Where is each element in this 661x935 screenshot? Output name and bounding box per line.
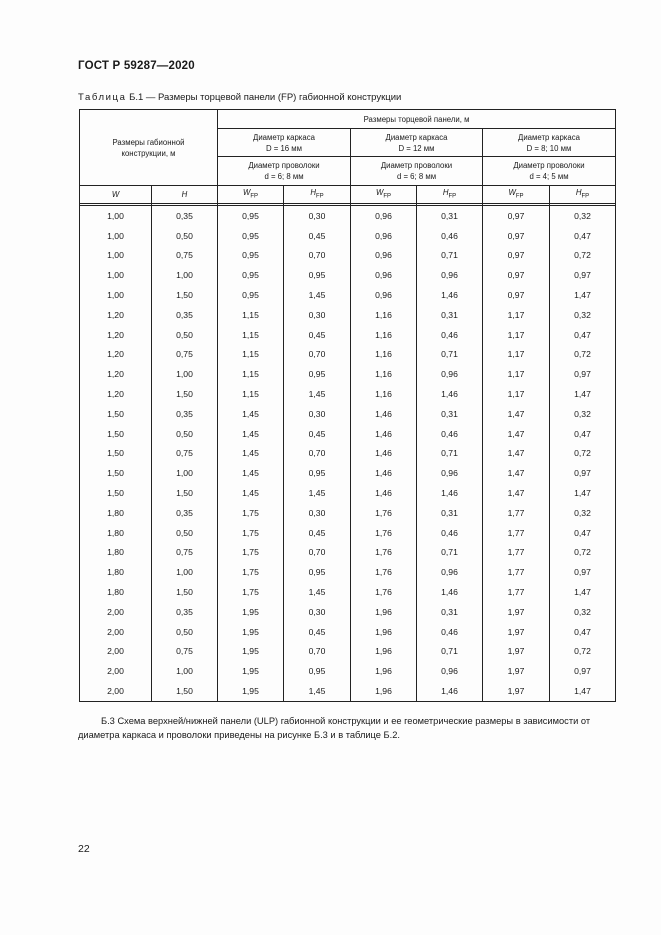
wire-diameter-header-3 xyxy=(483,157,616,186)
col-hfp-2: $H_{FP}$ xyxy=(417,186,483,204)
frame-value: D = 16 мм xyxy=(265,143,303,153)
table-row xyxy=(80,642,616,662)
table-cell: 0,46 xyxy=(417,523,483,543)
table-cell: 0,97 xyxy=(550,463,616,483)
table-cell: 1,76 xyxy=(351,582,417,602)
table-cell: 1,76 xyxy=(351,562,417,582)
wire-value: d = 4; 5 мм xyxy=(529,172,569,181)
panel-dimensions-table xyxy=(79,109,616,702)
table-cell: 0,31 xyxy=(417,404,483,424)
table-cell: 1,77 xyxy=(483,582,550,602)
col-wfp-1: $W_{FP}$ xyxy=(218,186,284,204)
table-cell: 0,75 xyxy=(152,345,218,365)
table-cell: 1,00 xyxy=(80,226,152,246)
col-hfp-1: $H_{FP}$ xyxy=(284,186,351,204)
table-row xyxy=(80,503,616,523)
table-cell: 1,97 xyxy=(483,622,550,642)
wire-value: d = 6; 8 мм xyxy=(264,172,304,181)
table-cell: 1,45 xyxy=(218,483,284,503)
table-cell: 1,50 xyxy=(80,483,152,503)
table-cell: 0,95 xyxy=(218,206,284,226)
structure-size-header: Размеры габионной конструкции, м xyxy=(80,110,218,186)
table-cell: 1,17 xyxy=(483,384,550,404)
table-row xyxy=(80,206,616,226)
frame-label: Диаметр каркаса xyxy=(253,132,315,142)
table-cell: 1,95 xyxy=(218,642,284,662)
table-cell: 0,45 xyxy=(284,226,351,246)
table-cell: 1,45 xyxy=(218,424,284,444)
table-row xyxy=(80,246,616,266)
table-cell: 1,47 xyxy=(483,424,550,444)
document-header: ГОСТ Р 59287—2020 xyxy=(78,60,195,72)
table-cell: 0,96 xyxy=(351,226,417,246)
table-cell: 0,97 xyxy=(550,265,616,285)
table-row xyxy=(80,602,616,622)
table-cell: 0,71 xyxy=(417,246,483,266)
table-row xyxy=(80,404,616,424)
table-cell: 1,47 xyxy=(550,285,616,305)
table-cell: 1,17 xyxy=(483,325,550,345)
table-cell: 1,96 xyxy=(351,602,417,622)
table-cell: 0,70 xyxy=(284,345,351,365)
table-cell: 0,71 xyxy=(417,543,483,563)
caption-prefix: Таблица xyxy=(78,92,127,103)
table-cell: 1,76 xyxy=(351,543,417,563)
table-cell: 1,75 xyxy=(218,503,284,523)
table-cell: 1,50 xyxy=(152,681,218,701)
table-cell: 1,17 xyxy=(483,364,550,384)
table-cell: 0,32 xyxy=(550,305,616,325)
table-cell: 0,46 xyxy=(417,325,483,345)
table-cell: 1,46 xyxy=(351,424,417,444)
table-row xyxy=(80,384,616,404)
table-cell: 0,70 xyxy=(284,543,351,563)
table-cell: 1,50 xyxy=(152,384,218,404)
table-cell: 0,30 xyxy=(284,404,351,424)
table-cell: 1,45 xyxy=(218,404,284,424)
table-cell: 1,97 xyxy=(483,642,550,662)
table-cell: 1,16 xyxy=(351,325,417,345)
table-cell: 1,76 xyxy=(351,523,417,543)
table-cell: 0,70 xyxy=(284,642,351,662)
table-cell: 0,47 xyxy=(550,523,616,543)
table-cell: 0,95 xyxy=(218,265,284,285)
page-number: 22 xyxy=(78,843,90,855)
table-cell: 0,95 xyxy=(218,285,284,305)
table-row xyxy=(80,325,616,345)
table-cell: 0,35 xyxy=(152,404,218,424)
table-row xyxy=(80,285,616,305)
table-cell: 1,46 xyxy=(351,404,417,424)
table-cell: 1,46 xyxy=(417,285,483,305)
table-cell: 0,97 xyxy=(550,562,616,582)
table-cell: 0,96 xyxy=(351,206,417,226)
table-cell: 0,35 xyxy=(152,206,218,226)
table-cell: 1,47 xyxy=(483,463,550,483)
table-cell: 0,30 xyxy=(284,503,351,523)
table-cell: 0,35 xyxy=(152,602,218,622)
table-cell: 1,20 xyxy=(80,325,152,345)
table-cell: 1,46 xyxy=(351,463,417,483)
table-cell: 1,00 xyxy=(152,463,218,483)
table-cell: 1,45 xyxy=(284,285,351,305)
table-cell: 1,00 xyxy=(80,206,152,226)
table-cell: 1,75 xyxy=(218,562,284,582)
table-cell: 1,16 xyxy=(351,345,417,365)
frame-label: Диаметр каркаса xyxy=(385,132,448,142)
table-cell: 1,47 xyxy=(483,404,550,424)
table-cell: 0,45 xyxy=(284,424,351,444)
table-cell: 0,97 xyxy=(550,364,616,384)
table-cell: 1,16 xyxy=(351,305,417,325)
table-cell: 0,45 xyxy=(284,325,351,345)
table-row xyxy=(80,543,616,563)
table-cell: 1,46 xyxy=(417,483,483,503)
table-cell: 1,96 xyxy=(351,661,417,681)
table-row xyxy=(80,582,616,602)
table-cell: 2,00 xyxy=(80,622,152,642)
table-cell: 1,46 xyxy=(351,483,417,503)
col-h: H xyxy=(152,186,218,204)
wire-diameter-header-1 xyxy=(218,157,351,186)
frame-diameter-header-2 xyxy=(351,129,483,157)
panel-size-header: Размеры торцевой панели, м xyxy=(218,110,616,129)
table-cell: 0,96 xyxy=(351,265,417,285)
col-hfp-3: $H_{FP}$ xyxy=(550,186,616,204)
table-row xyxy=(80,463,616,483)
table-cell: 0,45 xyxy=(284,523,351,543)
table-cell: 0,95 xyxy=(284,661,351,681)
table-cell: 0,31 xyxy=(417,602,483,622)
table-cell: 0,97 xyxy=(483,226,550,246)
table-cell: 1,00 xyxy=(152,661,218,681)
table-cell: 0,96 xyxy=(417,265,483,285)
table-cell: 0,32 xyxy=(550,404,616,424)
table-caption xyxy=(78,92,401,103)
table-cell: 1,16 xyxy=(351,364,417,384)
table-cell: 0,97 xyxy=(483,246,550,266)
table-cell: 1,20 xyxy=(80,384,152,404)
table-cell: 1,75 xyxy=(218,543,284,563)
table-cell: 2,00 xyxy=(80,681,152,701)
table-cell: 0,47 xyxy=(550,424,616,444)
table-cell: 0,72 xyxy=(550,642,616,662)
table-cell: 0,72 xyxy=(550,543,616,563)
table-cell: 0,70 xyxy=(284,246,351,266)
table-cell: 1,47 xyxy=(550,681,616,701)
table-cell: 0,95 xyxy=(284,265,351,285)
table-body xyxy=(80,206,616,702)
table-cell: 1,50 xyxy=(80,463,152,483)
table-cell: 0,31 xyxy=(417,305,483,325)
table-cell: 1,50 xyxy=(152,483,218,503)
table-row xyxy=(80,305,616,325)
table-cell: 0,75 xyxy=(152,543,218,563)
table-row xyxy=(80,681,616,701)
table-cell: 0,50 xyxy=(152,325,218,345)
col-w: W xyxy=(80,186,152,204)
table-cell: 1,15 xyxy=(218,325,284,345)
table-cell: 0,97 xyxy=(483,265,550,285)
table-cell: 0,75 xyxy=(152,444,218,464)
table-cell: 1,17 xyxy=(483,305,550,325)
table-cell: 1,15 xyxy=(218,305,284,325)
table-cell: 0,96 xyxy=(351,246,417,266)
table-cell: 0,31 xyxy=(417,503,483,523)
table-cell: 0,47 xyxy=(550,226,616,246)
table-cell: 1,46 xyxy=(351,444,417,464)
table-cell: 1,47 xyxy=(550,384,616,404)
table-row xyxy=(80,226,616,246)
table-cell: 0,96 xyxy=(417,661,483,681)
table-cell: 0,72 xyxy=(550,246,616,266)
table-cell: 1,15 xyxy=(218,364,284,384)
table-cell: 1,50 xyxy=(80,404,152,424)
table-cell: 1,00 xyxy=(80,285,152,305)
table-cell: 0,50 xyxy=(152,523,218,543)
table-cell: 1,50 xyxy=(80,424,152,444)
table-row xyxy=(80,523,616,543)
table-cell: 1,00 xyxy=(80,265,152,285)
frame-diameter-header-1 xyxy=(218,129,351,157)
table-cell: 2,00 xyxy=(80,642,152,662)
table-cell: 1,97 xyxy=(483,661,550,681)
table-cell: 1,95 xyxy=(218,602,284,622)
table-cell: 1,80 xyxy=(80,562,152,582)
table-cell: 1,47 xyxy=(550,483,616,503)
table-cell: 0,95 xyxy=(284,562,351,582)
table-cell: 0,75 xyxy=(152,642,218,662)
table-cell: 0,30 xyxy=(284,602,351,622)
table-cell: 0,45 xyxy=(284,622,351,642)
table-cell: 1,46 xyxy=(417,384,483,404)
table-cell: 1,77 xyxy=(483,562,550,582)
table-cell: 1,20 xyxy=(80,305,152,325)
wire-value: d = 6; 8 мм xyxy=(396,172,437,181)
table-cell: 1,00 xyxy=(152,364,218,384)
table-row xyxy=(80,661,616,681)
table-cell: 2,00 xyxy=(80,661,152,681)
table-cell: 1,80 xyxy=(80,543,152,563)
table-row xyxy=(80,364,616,384)
table-cell: 1,95 xyxy=(218,661,284,681)
table-cell: 0,71 xyxy=(417,444,483,464)
table-cell: 0,96 xyxy=(417,562,483,582)
table-cell: 0,32 xyxy=(550,206,616,226)
table-cell: 1,47 xyxy=(483,444,550,464)
table-cell: 1,75 xyxy=(218,523,284,543)
table-cell: 1,95 xyxy=(218,622,284,642)
table-row xyxy=(80,444,616,464)
col-wfp-2: $W_{FP}$ xyxy=(351,186,417,204)
table-cell: 1,47 xyxy=(550,582,616,602)
table-row xyxy=(80,265,616,285)
table-cell: 1,45 xyxy=(284,681,351,701)
table-cell: 1,97 xyxy=(483,602,550,622)
table-cell: 0,30 xyxy=(284,305,351,325)
caption-text: Б.1 — Размеры торцевой панели (FP) габионной конструкции xyxy=(126,92,402,103)
table-cell: 1,76 xyxy=(351,503,417,523)
table-cell: 1,77 xyxy=(483,543,550,563)
table-cell: 1,96 xyxy=(351,642,417,662)
table-cell: 1,77 xyxy=(483,523,550,543)
table-cell: 1,50 xyxy=(80,444,152,464)
table-cell: 0,46 xyxy=(417,226,483,246)
table-row xyxy=(80,424,616,444)
table-cell: 1,47 xyxy=(483,483,550,503)
table-cell: 1,46 xyxy=(417,582,483,602)
table-cell: 1,46 xyxy=(417,681,483,701)
table-cell: 1,95 xyxy=(218,681,284,701)
table-cell: 0,31 xyxy=(417,206,483,226)
table-cell: 0,50 xyxy=(152,622,218,642)
table-cell: 0,72 xyxy=(550,345,616,365)
frame-label: Диаметр каркаса xyxy=(518,132,580,142)
table-cell: 1,00 xyxy=(152,562,218,582)
table-cell: 1,50 xyxy=(152,285,218,305)
table-cell: 0,71 xyxy=(417,345,483,365)
wire-diameter-header-2 xyxy=(351,157,483,186)
table-cell: 1,80 xyxy=(80,582,152,602)
table-cell: 1,50 xyxy=(152,582,218,602)
table-cell: 0,47 xyxy=(550,325,616,345)
table-cell: 1,20 xyxy=(80,364,152,384)
frame-value: D = 12 мм xyxy=(398,143,435,153)
table-cell: 1,45 xyxy=(284,384,351,404)
table-cell: 0,71 xyxy=(417,642,483,662)
table-row xyxy=(80,345,616,365)
col-wfp-3: $W_{FP}$ xyxy=(483,186,550,204)
table-cell: 0,97 xyxy=(483,285,550,305)
table-cell: 1,00 xyxy=(80,246,152,266)
table-cell: 2,00 xyxy=(80,602,152,622)
table-cell: 0,50 xyxy=(152,226,218,246)
table-cell: 0,97 xyxy=(550,661,616,681)
table-cell: 1,80 xyxy=(80,523,152,543)
wire-label: Диаметр проволоки xyxy=(380,161,453,170)
table-cell: 0,47 xyxy=(550,622,616,642)
table-cell: 0,95 xyxy=(218,246,284,266)
table-cell: 0,35 xyxy=(152,305,218,325)
table-cell: 0,95 xyxy=(284,364,351,384)
frame-value: D = 8; 10 мм xyxy=(526,143,572,153)
table-cell: 0,32 xyxy=(550,602,616,622)
table-cell: 1,20 xyxy=(80,345,152,365)
table-cell: 0,72 xyxy=(550,444,616,464)
wire-label: Диаметр проволоки xyxy=(513,161,585,170)
table-cell: 0,96 xyxy=(417,463,483,483)
table-cell: 1,97 xyxy=(483,681,550,701)
table-cell: 1,45 xyxy=(284,483,351,503)
table-cell: 0,96 xyxy=(351,285,417,305)
table-cell: 0,97 xyxy=(483,206,550,226)
table-cell: 1,96 xyxy=(351,622,417,642)
table-cell: 0,32 xyxy=(550,503,616,523)
table-cell: 1,45 xyxy=(218,463,284,483)
table-row xyxy=(80,562,616,582)
table-cell: 0,46 xyxy=(417,424,483,444)
table-cell: 0,50 xyxy=(152,424,218,444)
table-cell: 1,96 xyxy=(351,681,417,701)
table-cell: 1,75 xyxy=(218,582,284,602)
table-row xyxy=(80,622,616,642)
table-cell: 0,35 xyxy=(152,503,218,523)
table-cell: 1,16 xyxy=(351,384,417,404)
table-cell: 0,95 xyxy=(284,463,351,483)
table-cell: 1,80 xyxy=(80,503,152,523)
table-cell: 1,45 xyxy=(218,444,284,464)
table-cell: 1,17 xyxy=(483,345,550,365)
paragraph-b3: Б.3 Схема верхней/нижней панели (ULP) габионной конструкции и ее геометрические размеры в зависимости от диаметра каркаса и проволоки приведены на рисунке Б.3 и в таблице Б.2. xyxy=(78,716,591,740)
table-cell: 1,15 xyxy=(218,345,284,365)
table-cell: 0,96 xyxy=(417,364,483,384)
table-cell: 0,70 xyxy=(284,444,351,464)
table-cell: 1,77 xyxy=(483,503,550,523)
table-cell: 0,75 xyxy=(152,246,218,266)
table-cell: 0,30 xyxy=(284,206,351,226)
table-cell: 1,00 xyxy=(152,265,218,285)
table-cell: 1,45 xyxy=(284,582,351,602)
table-cell: 0,95 xyxy=(218,226,284,246)
frame-diameter-header-3 xyxy=(483,129,616,157)
table-cell: 1,15 xyxy=(218,384,284,404)
table-row xyxy=(80,483,616,503)
table-cell: 0,46 xyxy=(417,622,483,642)
wire-label: Диаметр проволоки xyxy=(248,161,320,170)
